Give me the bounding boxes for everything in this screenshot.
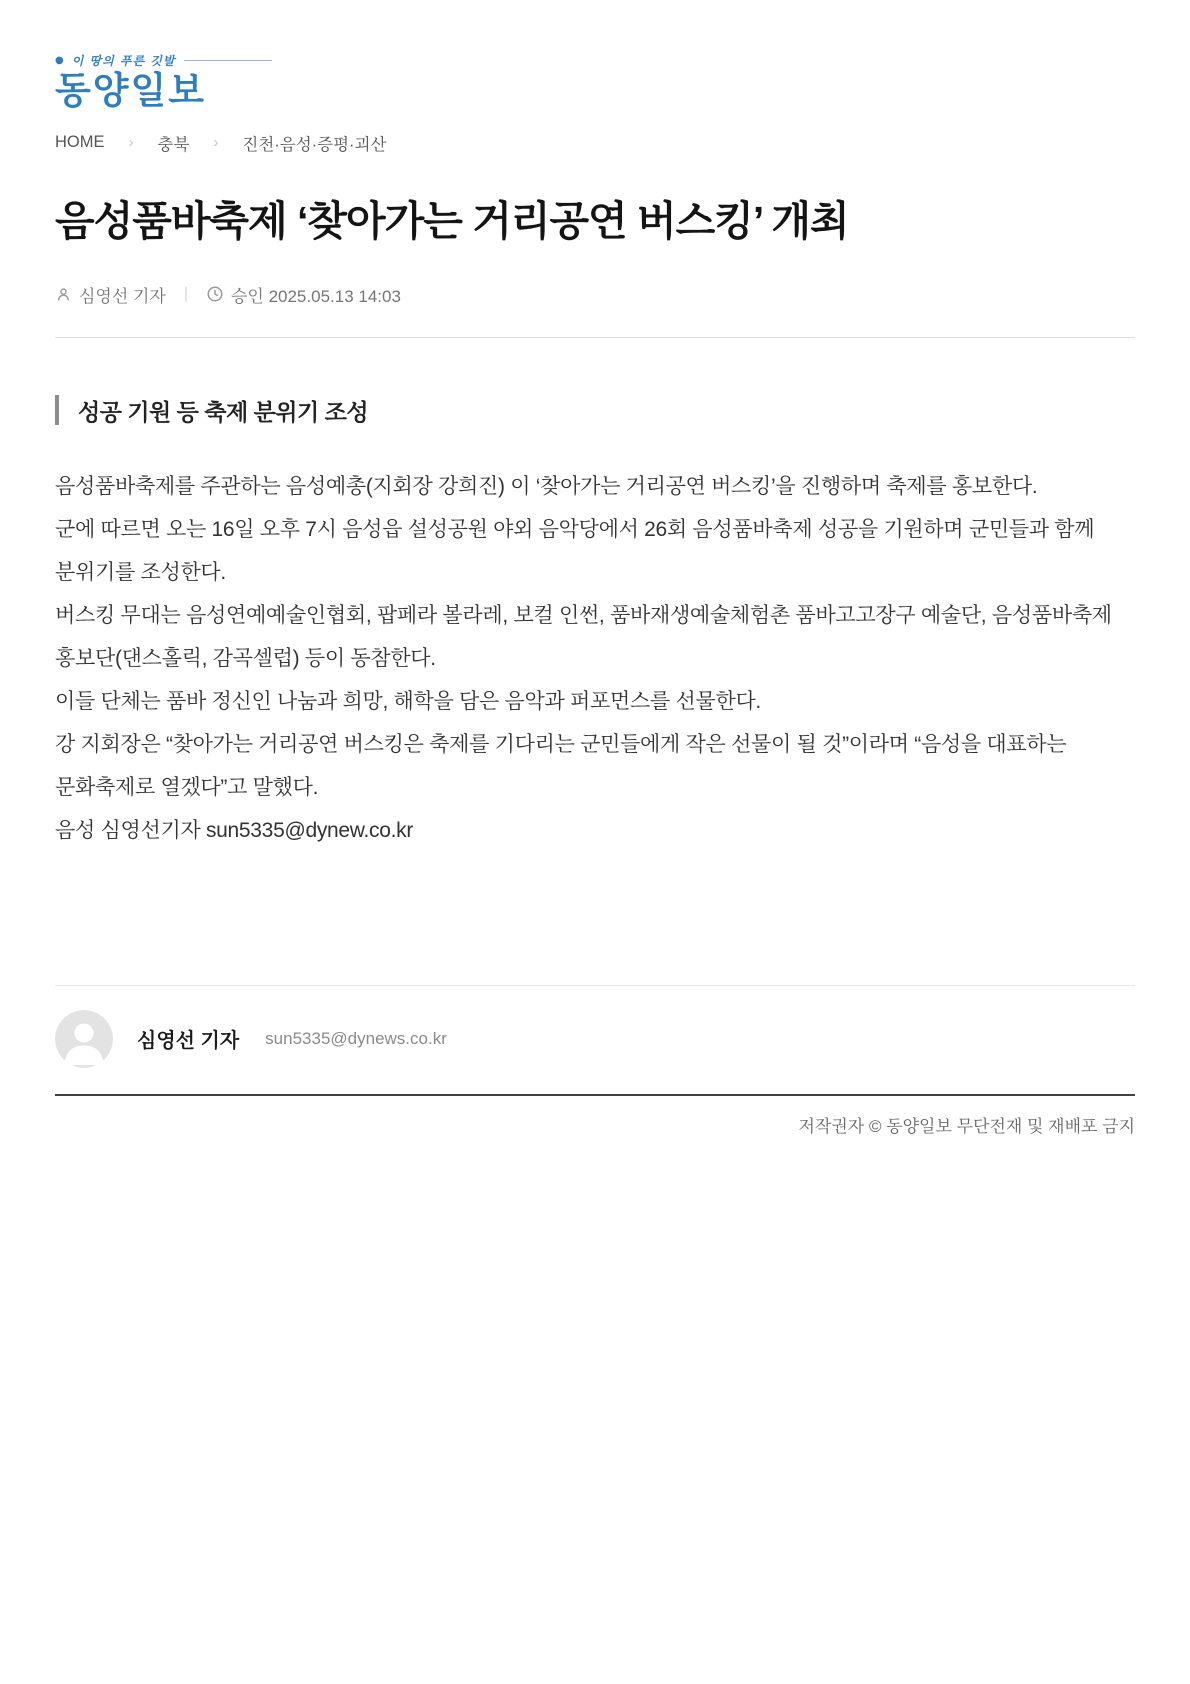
article-paragraph: 강 지회장은 “찾아가는 거리공연 버스킹은 축제를 기다리는 군민들에게 작은 선물이 될 것”이라며 “음성을 대표하는 문화축제로 열겠다”고 말했다. [55,732,1067,799]
author-name[interactable]: 심영선 기자 [137,1030,240,1053]
subhead-text: 성공 기원 등 축제 분위기 조성 [78,398,369,425]
article-paragraph: 음성 심영선기자 sun5335@dynew.co.kr [55,818,414,842]
article-subhead [55,394,1135,427]
article-paragraph: 버스킹 무대는 음성연예예술인협회, 팝페라 볼라레, 보컬 인썬, 품바재생예술체험촌 품바고고장구 예술단, 음성품바축제 홍보단(댄스홀릭, 감곡셀럽) 등이 동참한다. [55,603,1112,670]
article-paragraph: 이들 단체는 품바 정신인 나눔과 희망, 해학을 담은 음악과 퍼포먼스를 선물한다. [55,689,761,713]
byline-published-text: 승인 2025.05.13 14:03 [231,286,401,306]
logo-wordmark[interactable]: 동양일보 [55,70,206,111]
header-divider [55,337,1135,338]
article-body [55,465,1135,852]
footer-divider [55,1094,1135,1096]
logo-slogan [55,52,272,69]
slogan-bullet-icon: ● [55,55,65,66]
byline-reporter [55,282,166,307]
logo-slogan-text: 이 땅의 푸른 깃발 [71,54,176,68]
byline [55,282,1135,307]
chevron-right-icon: › [128,134,134,152]
breadcrumb-home[interactable]: HOME [55,133,105,152]
avatar [55,1010,113,1068]
article-paragraph: 군에 따르면 오는 16일 오후 7시 음성읍 설성공원 야외 음악당에서 26회 음성품바축제 성공을 기원하며 군민들과 함께 분위기를 조성한다. [55,517,1095,584]
author-box [55,986,1135,1094]
subhead-bar [55,395,59,425]
copyright-notice: 저작권자 © 동양일보 무단전재 및 재배포 금지 [798,1116,1135,1136]
breadcrumb-region[interactable]: 충북 [157,135,190,154]
breadcrumb [55,131,1135,155]
clock-icon [206,285,224,303]
author-email[interactable]: sun5335@dynews.co.kr [265,1028,447,1048]
article-title: 음성품바축제 ‘찾아가는 거리공연 버스킹’ 개최 [55,197,849,244]
byline-published [206,282,401,307]
byline-separator: | [183,285,188,303]
person-icon [55,286,72,303]
breadcrumb-section[interactable]: 진천·음성·증평·괴산 [242,135,387,154]
article-paragraph: 음성품바축제를 주관하는 음성예총(지회장 강희진) 이 ‘찾아가는 거리공연 버스킹’을 진행하며 축제를 홍보한다. [55,474,1038,498]
slogan-line [184,60,272,61]
byline-reporter-name: 심영선 기자 [79,286,166,306]
site-logo[interactable] [55,0,272,113]
chevron-right-icon: › [213,134,219,152]
